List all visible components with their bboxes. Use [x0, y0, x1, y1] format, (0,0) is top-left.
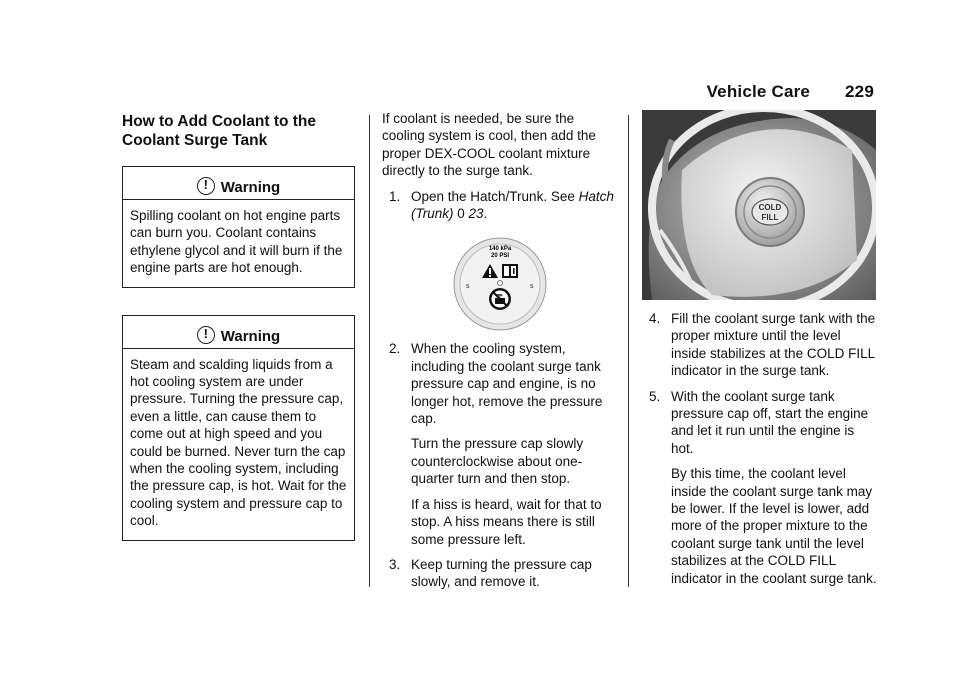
- page-ref[interactable]: 23: [468, 206, 484, 222]
- step-text: With the coolant surge tank pressure cap off, start the engine and let it run until the engine is hot.: [671, 388, 869, 456]
- step-2: [382, 340, 617, 547]
- step-end: .: [483, 206, 488, 222]
- step-number: 4.: [649, 311, 661, 326]
- step-1: [382, 188, 617, 223]
- pressure-cap-illustration: [452, 236, 548, 332]
- column-3: [642, 110, 877, 587]
- warning-icon: [197, 326, 215, 344]
- warning-header: [123, 316, 354, 349]
- warning-label: Warning: [220, 327, 281, 345]
- step-text: By this time, the coolant level inside the coolant surge tank may be lower. If the level is lower, add more of the proper mixture to the coolant surge tank until the level stabilizes at the COLD FILL indicator in the coolant surge tank.: [671, 466, 877, 586]
- step-number: 5.: [649, 388, 661, 404]
- step-5: [642, 388, 877, 587]
- page-header: [707, 82, 874, 102]
- warning-text: Steam and scalding liquids from a hot cooling system are under pressure. Turning the pressure cap, even a little, can cause them to come out at high speed and you could be burned. Never turn the cap when the cooling system, including the pressure cap, is hot. Wait for the cooling system and pressure cap to cool.: [130, 356, 347, 529]
- steps-list: [382, 188, 617, 223]
- manual-book-icon: [502, 264, 518, 278]
- step-4: [642, 310, 877, 380]
- section-name: Vehicle Care: [706, 82, 811, 101]
- svg-text:S: S: [465, 284, 469, 291]
- xref-arrow-icon: 0: [457, 206, 465, 222]
- warning-box-1: [122, 166, 355, 288]
- cold-fill-label-line1: COLD: [758, 203, 782, 212]
- warning-box-2: [122, 315, 355, 541]
- step-text: Keep turning the pressure cap slowly, and remove it.: [411, 556, 592, 590]
- no-open-hot-icon: [489, 288, 511, 310]
- step-3: [382, 556, 617, 591]
- coolant-tank-photo: [642, 110, 876, 300]
- cap-pressure-kpa: 140 kPa: [488, 246, 511, 253]
- column-divider: [628, 115, 629, 587]
- warning-label: Warning: [220, 179, 281, 196]
- steps-list-continued: [382, 340, 617, 590]
- cap-pressure-psi: 20 PSI: [490, 253, 509, 260]
- step-number: 3.: [389, 556, 401, 572]
- step-text: If a hiss is heard, wait for that to stop. A hiss means there is still some pressure left.: [411, 496, 602, 547]
- step-number: 2.: [389, 341, 401, 357]
- steps-list-col3: [642, 310, 877, 587]
- column-divider: [369, 115, 370, 587]
- hatch-trunk-link[interactable]: Hatch (Trunk): [411, 188, 614, 222]
- step-text: Fill the coolant surge tank with the proper mixture until the level inside stabilizes at the COLD FILL indicator in the surge tank.: [671, 311, 876, 379]
- column-2: [382, 110, 617, 591]
- page-number: 229: [845, 82, 874, 101]
- warning-icon: [197, 177, 215, 195]
- step-number: 1.: [389, 188, 401, 204]
- intro-paragraph: If coolant is needed, be sure the cooling system is cool, then add the proper DEX-COOL coolant mixture directly to the surge tank.: [382, 111, 596, 179]
- svg-text:S: S: [529, 284, 533, 291]
- step-text: Turn the pressure cap slowly counterclockwise about one-quarter turn and then stop.: [411, 436, 584, 487]
- warning-header: [123, 167, 354, 200]
- section-title: How to Add Coolant to the Coolant Surge Tank: [122, 113, 316, 149]
- step-text: When the cooling system, including the coolant surge tank pressure cap and engine, is no longer hot, remove the pressure cap.: [411, 341, 603, 427]
- column-1: [122, 110, 355, 541]
- warning-text: Spilling coolant on hot engine parts can burn you. Coolant contains ethylene glycol and it will burn if the engine parts are hot enough.: [130, 208, 343, 276]
- step-text: Open the Hatch/Trunk. See: [411, 188, 575, 204]
- cold-fill-label-line2: FILL: [761, 213, 779, 222]
